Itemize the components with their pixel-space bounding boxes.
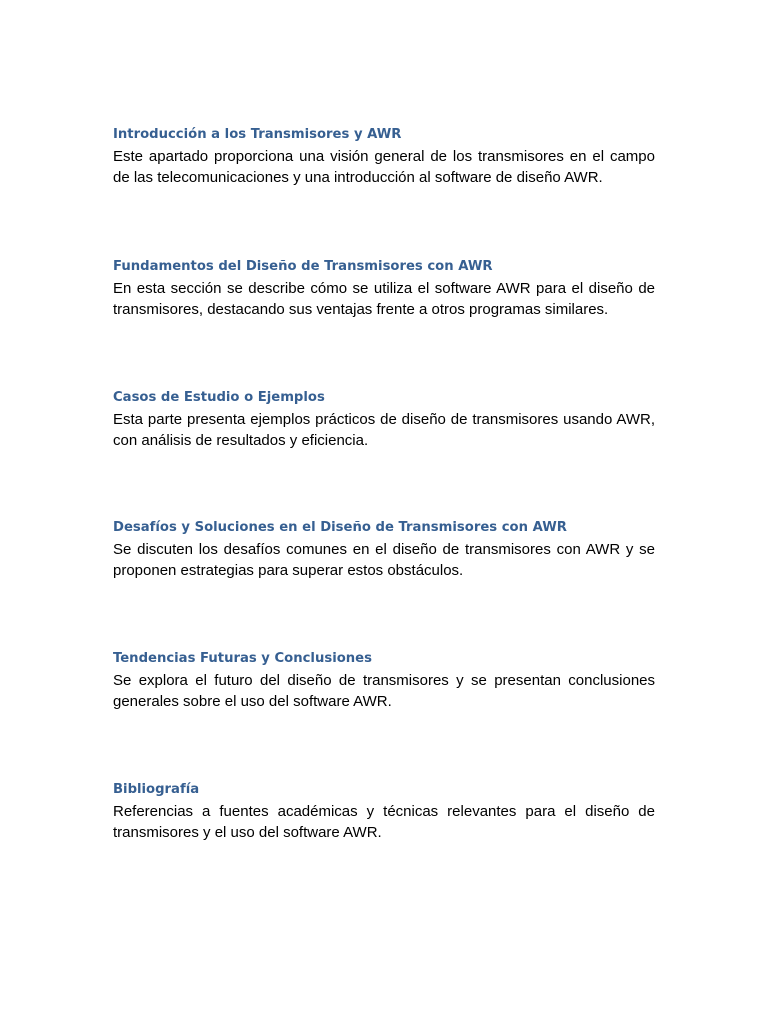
section-tendencias	[113, 650, 655, 712]
section-heading: Tendencias Futuras y Conclusiones	[113, 651, 372, 666]
section-paragraph: Esta parte presenta ejemplos prácticos de diseño de transmisores usando AWR, con análisis de resultados y eficiencia.	[113, 411, 655, 449]
section-paragraph: En esta sección se describe cómo se utiliza el software AWR para el diseño de transmisores, destacando sus ventajas frente a otros programas similares.	[113, 280, 655, 318]
section-heading: Bibliografía	[113, 782, 200, 797]
section-heading: Casos de Estudio o Ejemplos	[113, 390, 325, 405]
section-heading: Introducción a los Transmisores y AWR	[113, 127, 402, 142]
section-casos-de-estudio	[113, 389, 655, 451]
section-paragraph: Se explora el futuro del diseño de transmisores y se presentan conclusiones generales sobre el uso del software AWR.	[113, 672, 655, 710]
section-paragraph: Se discuten los desafíos comunes en el diseño de transmisores con AWR y se proponen estrategias para superar estos obstáculos.	[113, 541, 655, 579]
section-heading: Desafíos y Soluciones en el Diseño de Transmisores con AWR	[113, 520, 567, 535]
section-paragraph: Referencias a fuentes académicas y técnicas relevantes para el diseño de transmisores y el uso del software AWR.	[113, 803, 655, 841]
section-bibliografia	[113, 781, 655, 843]
section-paragraph: Este apartado proporciona una visión general de los transmisores en el campo de las telecomunicaciones y una introducción al software de diseño AWR.	[113, 148, 655, 186]
section-heading: Fundamentos del Diseño de Transmisores con AWR	[113, 259, 493, 274]
section-fundamentos	[113, 258, 655, 320]
section-desafios	[113, 519, 655, 581]
section-introduccion	[113, 126, 655, 188]
